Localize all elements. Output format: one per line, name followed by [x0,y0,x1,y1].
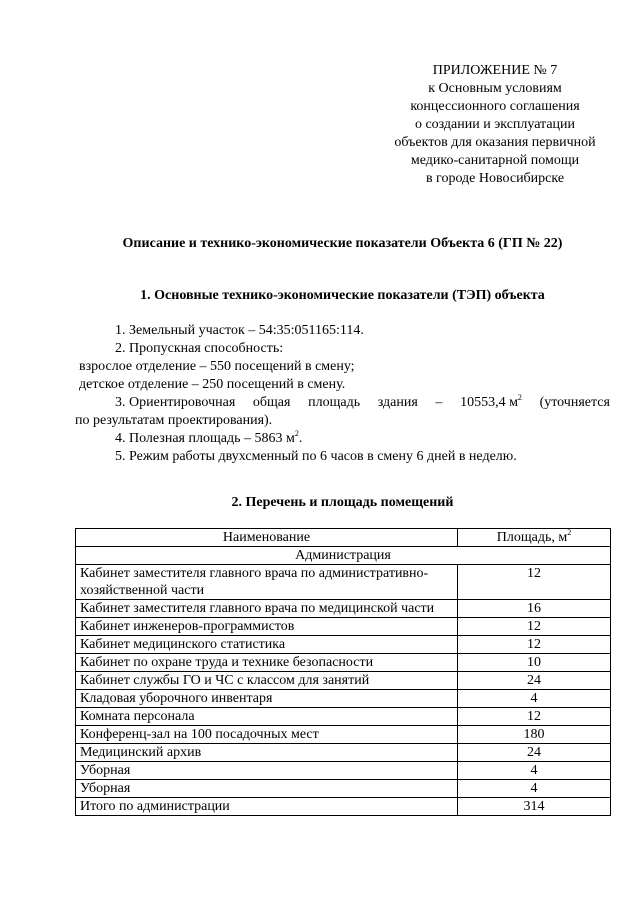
room-area: 4 [458,780,611,798]
child-department-line: детское отделение – 250 посещений в смену. [79,377,346,392]
word: 3. Ориентировочная [115,395,236,410]
group-row [76,547,611,565]
word: площадь [308,395,361,410]
room-name: Кабинет медицинского статистика [76,636,458,654]
appendix-line: объектов для оказания первичной [394,135,596,150]
table-row [76,565,611,600]
total-area-continuation: по результатам проектирования). [75,413,273,428]
word [460,394,522,412]
room-name: Кабинет заместителя главного врача по административно-хозяйственной части [76,565,458,600]
table-row [76,690,611,708]
table-total-row [76,798,611,816]
capacity-line: 2. Пропускная способность: [115,341,284,356]
superscript: 2 [294,429,299,438]
section2-heading: 2. Перечень и площадь помещений [231,495,454,510]
table-row [76,618,611,636]
section1-body [75,322,610,466]
room-name: Медицинский архив [76,744,458,762]
useful-area-line [75,430,610,448]
room-area: 12 [458,708,611,726]
document-title: Описание и технико-экономические показатели Объекта 6 (ГП № 22) [122,236,563,251]
appendix-line: в городе Новосибирске [425,171,565,186]
useful-area-text: 4. Полезная площадь – 5863 м [115,431,295,446]
room-area: 12 [458,618,611,636]
room-area: 12 [458,636,611,654]
table-header-row [76,529,611,547]
work-mode-line: 5. Режим работы двухсменный по 6 часов в смену 6 дней в неделю. [115,449,517,464]
appendix-line: о создании и эксплуатации [414,117,576,132]
table-row [76,744,611,762]
superscript: 2 [517,393,522,402]
room-area: 24 [458,744,611,762]
section1-heading: 1. Основные технико-экономические показатели (ТЭП) объекта [140,288,545,303]
header-area-text: Площадь, м [496,530,568,545]
table-row [76,654,611,672]
table-row [76,600,611,618]
room-area: 314 [458,798,611,816]
room-name: Кабинет инженеров-программистов [76,618,458,636]
room-name: Комната персонала [76,708,458,726]
room-name: Конференц-зал на 100 посадочных мест [76,726,458,744]
room-name: Кабинет службы ГО и ЧС с классом для занятий [76,672,458,690]
room-name: Уборная [76,780,458,798]
header-name: Наименование [76,529,458,547]
room-area: 4 [458,762,611,780]
room-area: 16 [458,600,611,618]
word: – [435,395,443,410]
rooms-table [75,528,611,816]
total-area-line [75,394,610,412]
room-area: 12 [458,565,611,600]
adult-department-line: взрослое отделение – 550 посещений в смену; [79,359,355,374]
superscript: 2 [567,528,572,537]
room-area: 24 [458,672,611,690]
room-name: Итого по администрации [76,798,458,816]
table-row [76,726,611,744]
room-name: Уборная [76,762,458,780]
room-area: 4 [458,690,611,708]
total-area-value: 10553,4 м [460,395,518,410]
group-label: Администрация [76,547,611,565]
period: . [298,431,303,446]
appendix-line: концессионного соглашения [410,99,580,114]
word: здания [377,395,418,410]
table-row [76,780,611,798]
header-area [458,529,611,547]
word: общая [252,395,291,410]
table-row [76,762,611,780]
appendix-line: ПРИЛОЖЕНИЕ № 7 [432,63,558,78]
table-row [76,708,611,726]
room-area: 180 [458,726,611,744]
word: (уточняется [539,395,610,410]
room-area: 10 [458,654,611,672]
appendix-header [370,62,620,188]
table-row [76,672,611,690]
room-name: Кабинет по охране труда и технике безопасности [76,654,458,672]
appendix-line: к Основным условиям [428,81,562,96]
room-name: Кладовая уборочного инвентаря [76,690,458,708]
room-name: Кабинет заместителя главного врача по медицинской части [76,600,458,618]
land-plot-line: 1. Земельный участок – 54:35:051165:114. [115,323,364,338]
appendix-line: медико-санитарной помощи [410,153,580,168]
table-row [76,636,611,654]
